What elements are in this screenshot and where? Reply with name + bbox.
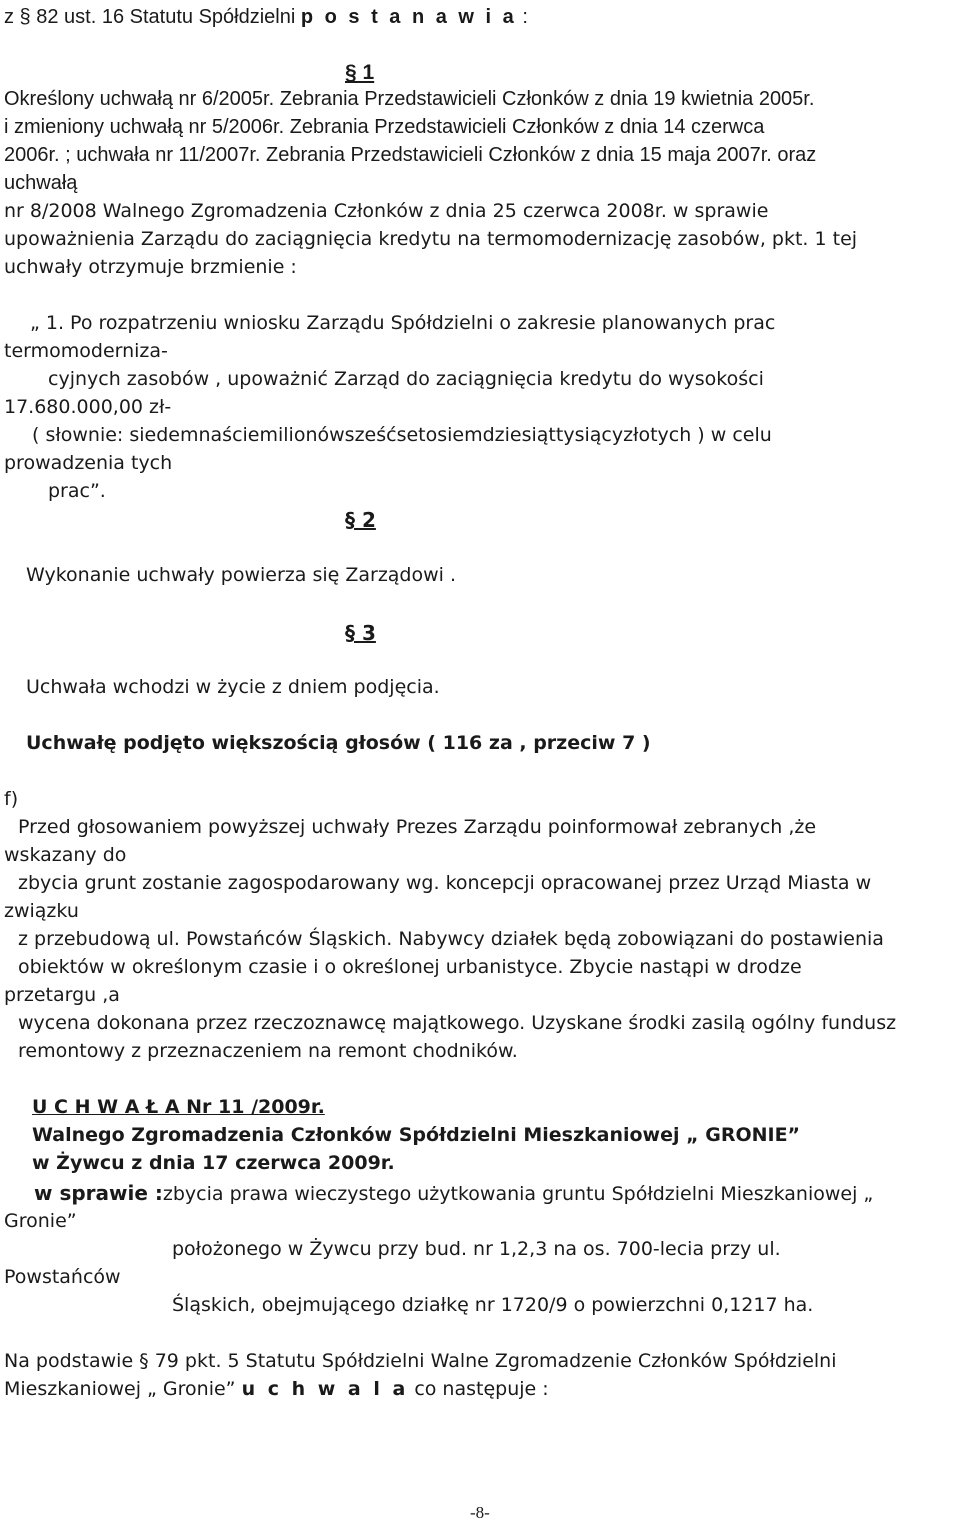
section-1-line: prac”. — [48, 480, 106, 502]
resolution-assembly: Walnego Zgromadzenia Członków Spółdzielni Mieszkaniowej „ GRONIE” — [32, 1124, 801, 1146]
basis-resolves: u c h w a l a — [241, 1378, 409, 1400]
resolution-subject-text: zbycia prawa wieczystego użytkowania gruntu Spółdzielni Mieszkaniowej „ — [162, 1183, 874, 1205]
point-f-line: remontowy z przeznaczeniem na remont chodników. — [18, 1040, 518, 1062]
section-1-line: uchwały otrzymuje brzmienie : — [4, 256, 297, 278]
intro-suffix: : — [516, 6, 528, 28]
section-3-marker: § 3 — [345, 621, 376, 645]
section-1-marker: § 1 — [345, 61, 375, 84]
section-1-line: „ 1. Po rozpatrzeniu wniosku Zarządu Spółdzielni o zakresie planowanych prac — [30, 312, 776, 334]
section-2-text: Wykonanie uchwały powierza się Zarządowi . — [26, 564, 457, 586]
page-number: -8- — [470, 1503, 490, 1522]
resolution-subject-line: Gronie” — [4, 1210, 77, 1232]
section-3-text: Uchwała wchodzi w życie z dniem podjęcia. — [26, 676, 440, 698]
point-f-line: Przed głosowaniem powyższej uchwały Prezes Zarządu poinformował zebranych ,że — [18, 816, 817, 838]
section-1-line: 17.680.000,00 zł- — [4, 396, 172, 418]
resolution-subject-line: Śląskich, obejmującego działkę nr 1720/9 o powierzchni 0,1217 ha. — [172, 1294, 814, 1316]
section-1-line: nr 8/2008 Walnego Zgromadzenia Członków z dnia 25 czerwca 2008r. w sprawie — [4, 200, 769, 222]
section-1-line: Określony uchwałą nr 6/2005r. Zebrania Przedstawicieli Członków z dnia 19 kwietnia 2005r. — [4, 88, 815, 110]
section-1-line: i zmieniony uchwałą nr 5/2006r. Zebrania Przedstawicieli Członków z dnia 14 czerwca — [4, 116, 765, 138]
basis-suffix: co następuje : — [408, 1378, 549, 1400]
resolution-basis-line — [4, 1376, 549, 1402]
section-1-line: termomoderniza- — [4, 340, 168, 362]
point-f-line: z przebudową ul. Powstańców Śląskich. Nabywcy działek będą zobowiązani do postawienia — [18, 928, 884, 950]
point-f-line: wskazany do — [4, 844, 127, 866]
point-f-line: wycena dokonana przez rzeczoznawcę majątkowego. Uzyskane środki zasilą ogólny fundusz — [18, 1012, 897, 1034]
section-1-line: uchwałą — [4, 172, 78, 194]
resolution-subject-label: w sprawie : — [34, 1181, 163, 1205]
vote-result: Uchwałę podjęto większością głosów ( 116 za , przeciw 7 ) — [26, 732, 651, 754]
point-f-line: zbycia grunt zostanie zagospodarowany wg. koncepcji opracowanej przez Urząd Miasta w — [18, 872, 872, 894]
intro-prefix: z § 82 ust. 16 Statutu Spółdzielni — [4, 6, 301, 28]
point-f-line: związku — [4, 900, 79, 922]
resolution-subject-line: Powstańców — [4, 1266, 121, 1288]
resolution-subject-line: położonego w Żywcu przy bud. nr 1,2,3 na os. 700-lecia przy ul. — [172, 1238, 781, 1260]
section-2-marker: § 2 — [345, 508, 376, 532]
point-f-line: przetargu ,a — [4, 984, 120, 1006]
section-1-line: prowadzenia tych — [4, 452, 173, 474]
section-1-line: 2006r. ; uchwała nr 11/2007r. Zebrania Przedstawicieli Członków z dnia 15 maja 2007r. oraz — [4, 144, 817, 166]
resolution-date: w Żywcu z dnia 17 czerwca 2009r. — [32, 1152, 395, 1174]
intro-line — [4, 4, 528, 30]
point-f-line: obiektów w określonym czasie i o określonej urbanistyce. Zbycie nastąpi w drodze — [18, 956, 802, 978]
basis-prefix: Mieszkaniowej „ Gronie” — [4, 1378, 242, 1400]
intro-resolves: p o s t a n a w i a — [300, 6, 517, 28]
resolution-basis-line: Na podstawie § 79 pkt. 5 Statutu Spółdzielni Walne Zgromadzenie Członków Spółdzielni — [4, 1350, 837, 1372]
point-f-label: f) — [4, 788, 19, 810]
resolution-title: U C H W A Ł A Nr 11 /2009r. — [32, 1096, 325, 1118]
resolution-subject-line — [34, 1180, 873, 1207]
section-1-line: cyjnych zasobów , upoważnić Zarząd do zaciągnięcia kredytu do wysokości — [48, 368, 764, 390]
section-1-line: ( słownie: siedemnaściemilionówsześćsetosiemdziesiąttysiącyzłotych ) w celu — [32, 424, 772, 446]
section-1-line: upoważnienia Zarządu do zaciągnięcia kredytu na termomodernizację zasobów, pkt. 1 tej — [4, 228, 858, 250]
